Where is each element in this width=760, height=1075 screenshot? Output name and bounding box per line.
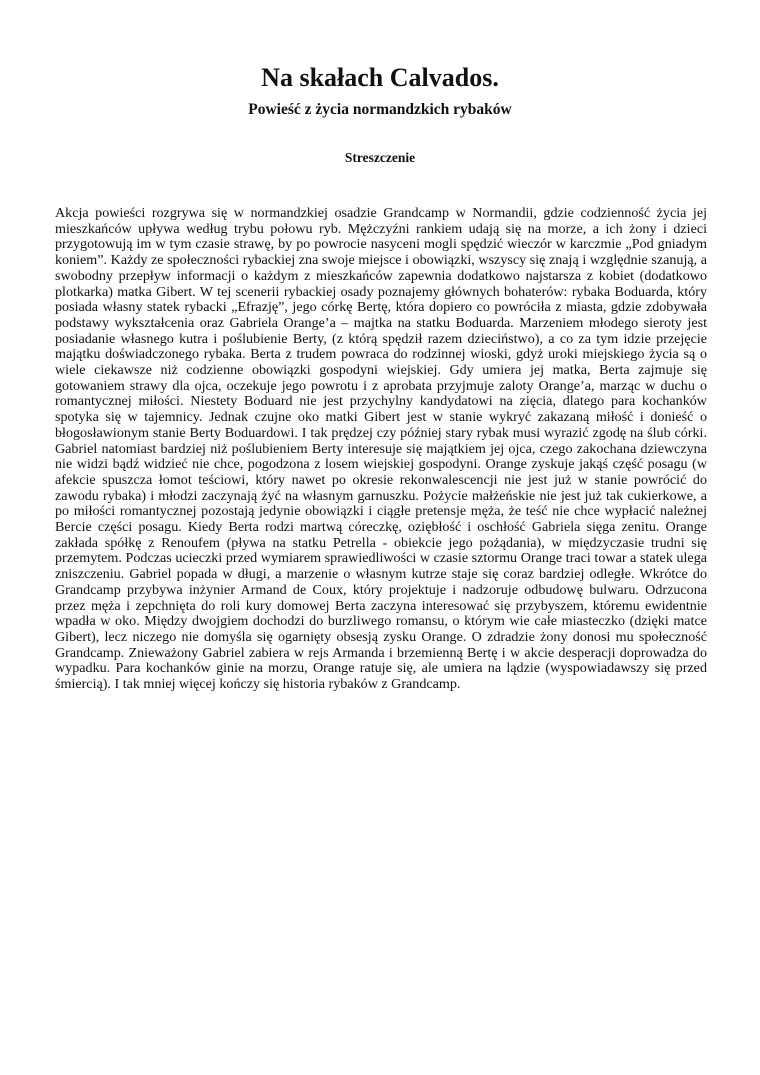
summary-paragraph: Akcja powieści rozgrywa się w normandzkiej osadzie Grandcamp w Normandii, gdzie codzienność życia jej mieszkańców upływa według trybu połowu ryb. Mężczyźni rankiem udają się na morze, a ich żony i dzieci przygotowują im w tym czasie strawę, by po powrocie nasyceni mogli spędzić wieczór w karczmie „Pod gniadym koniem”. Każdy ze społeczności rybackiej zna swoje miejsce i obowiązki, wszyscy się znają i względnie szanują, a swobodny przepływ informacji o każdym z mieszkańców zapewnia dodatkowo najstarsza z kobiet (dodatkowo plotkarka) matka Gibert. W tej scenerii rybackiej osady poznajemy głównych bohaterów: rybaka Boduarda, który posiada własny statek rybacki „Efrazję”, jego córkę Bertę, która dopiero co powróciła z miasta, gdzie zdobywała podstawy wykształcenia oraz Gabriela Orange’a – majtka na statku Boduarda. Marzeniem młodego sieroty jest posiadanie własnego kutra i poślubienie Berty, (z którą spędził razem dzieciństwo), a co za tym idzie przejęcie majątku doświadczonego rybaka. Berta z trudem powraca do rodzinnej wioski, gdyż uroki miejskiego życia są o wiele ciekawsze niż codzienne obowiązki gospodyni wiejskiej. Gdy umiera jej matka, Berta zajmuje się gotowaniem strawy dla ojca, oczekuje jego powrotu i z aprobata przyjmuje zaloty Orange’a, marząc w duchu o romantycznej miłości. Niestety Boduard nie jest przychylny kandydatowi na zięcia, dlatego para kochanków spotyka się w tajemnicy. Jednak czujne oko matki Gibert jest w stanie wykryć zakazaną miłość i donieść o błogosławionym stanie Berty Boduardowi. I tak prędzej czy później stary rybak musi wyrazić zgodę na ślub córki. Gabriel natomiast bardziej niż poślubieniem Berty interesuje się majątkiem jej ojca, czego zakochana dziewczyna nie widzi bądź widzieć nie chce, pogodzona z losem wiejskiej gospodyni. Orange zyskuje jakąś część posagu (w afekcie spuszcza łomot teściowi, który nawet po okresie rekonwalescencji nie jest już w stanie powrócić do zawodu rybaka) i młodzi zaczynają żyć na własnym garnuszku. Pożycie małżeńskie nie jest już tak cukierkowe, a po miłości romantycznej pozostają jedynie obowiązki i ciągłe pretensje męża, że teść nie chce wypłacić należnej Bercie części posagu. Kiedy Berta rodzi martwą córeczkę, oziębłość i oschłość Gabriela sięga zenitu. Orange zakłada spółkę z Renoufem (pływa na statku Petrella - obiekcie jego pożądania), w międzyczasie trudni się przemytem. Podczas ucieczki przed wymiarem sprawiedliwości w czasie sztormu Orange traci towar a statek ulega zniszczeniu. Gabriel popada w długi, a marzenie o własnym kutrze staje się coraz bardziej odległe. Wkrótce do Grandcamp przybywa inżynier Armand de Coux, który projektuje i nadzoruje odbudowę bulwaru. Odrzucona przez męża i zepchnięta do roli kury domowej Berta zaczyna interesować się przybyszem, któremu ewidentnie wpadła w oko. Między dwojgiem dochodzi do burzliwego romansu, o którym wie całe miasteczko (dzięki matce Gibert), lecz niczego nie domyśla się ogarnięty obsesją zysku Orange. O zdradzie żony donosi mu społeczność Grandcamp. Znieważony Gabriel zabiera w rejs Armanda i brzemienną Bertę i w akcie desperacji doprowadza do wypadku. Para kochanków ginie na morzu, Orange ratuje się, ale umiera na lądzie (wyspowiadawszy się przed śmiercią). I tak mniej więcej kończy się historia rybaków z Grandcamp. (55, 205, 707, 693)
section-heading: Streszczenie (344, 150, 416, 165)
document-subtitle: Powieść z życia normandzkich rybaków (248, 101, 512, 118)
document-title: Na skałach Calvados. (261, 63, 499, 92)
